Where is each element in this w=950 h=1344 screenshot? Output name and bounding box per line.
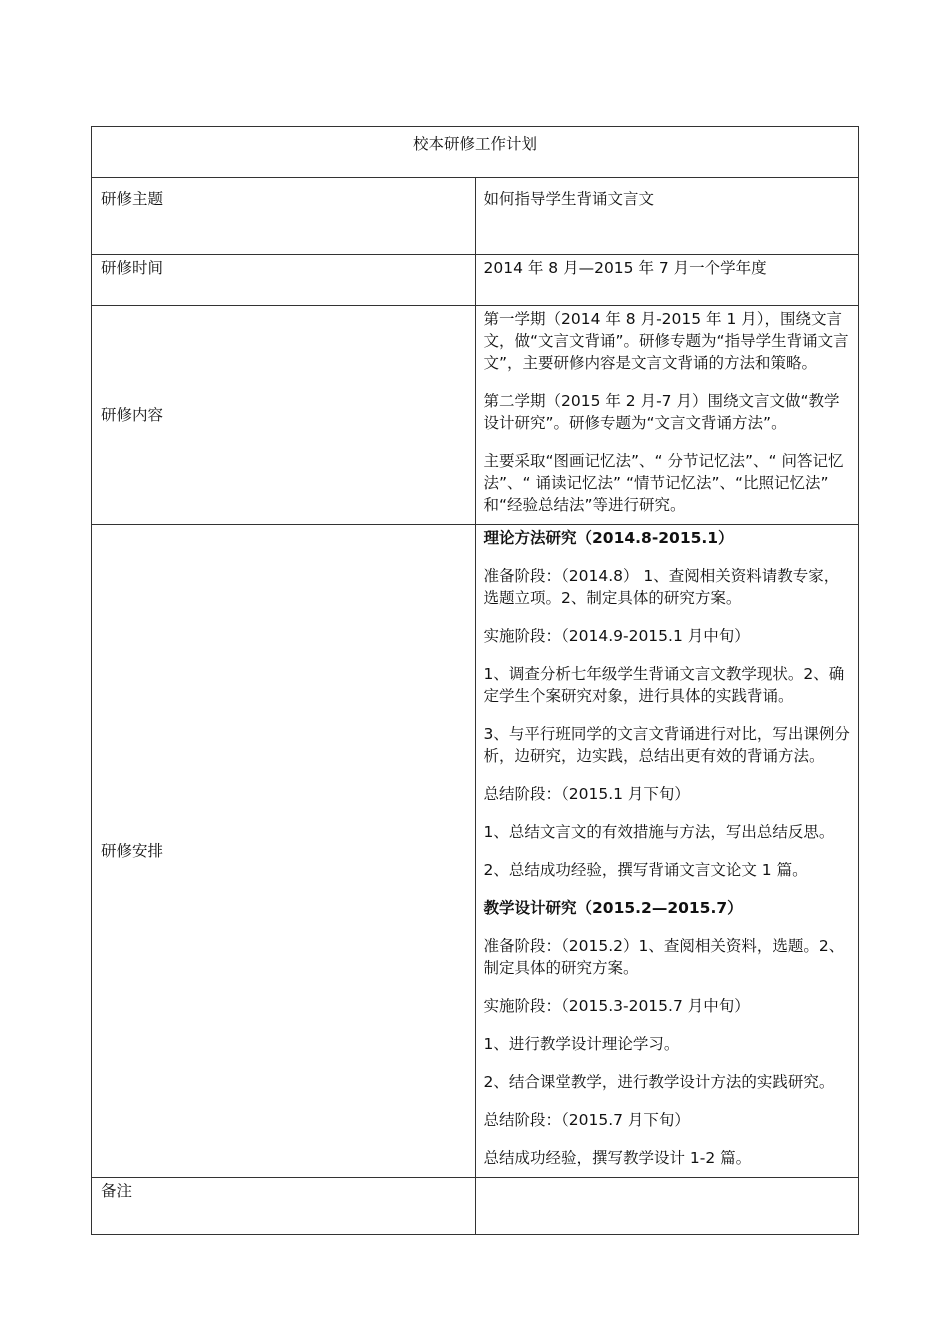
arrangement-line: 3、与平行班同学的文言文背诵进行对比，写出课例分析，边研究，边实践，总结出更有效的背诵方法。: [483, 725, 850, 765]
research-plan-table: [91, 126, 859, 1235]
remark-label: 备注: [92, 1178, 476, 1235]
time-value: 2014 年 8 月—2015 年 7 月一个学年度: [475, 255, 859, 306]
topic-row: [92, 178, 859, 255]
content-paragraph: 第一学期（2014 年 8 月-2015 年 1 月），围绕文言文，做“文言文背诵”。研修专题为“指导学生背诵文言文”，主要研修内容是文言文背诵的方法和策略。: [483, 310, 849, 372]
remark-row: [92, 1178, 859, 1235]
arrangement-label: 研修安排: [92, 525, 476, 1178]
arrangement-line: 准备阶段：（2015.2）1、查阅相关资料，选题。2、制定具体的研究方案。: [483, 937, 845, 977]
remark-value: [475, 1178, 859, 1235]
arrangement-line: 2、总结成功经验，撰写背诵文言文论文 1 篇。: [483, 861, 808, 879]
content-label: 研修内容: [92, 306, 476, 525]
arrangement-cell: [475, 525, 859, 1178]
content-cell: [475, 306, 859, 525]
arrangement-row: [92, 525, 859, 1178]
arrangement-line: 实施阶段：（2015.3-2015.7 月中旬）: [483, 997, 750, 1015]
time-label: 研修时间: [92, 255, 476, 306]
arrangement-line: 2、结合课堂教学，进行教学设计方法的实践研究。: [483, 1073, 835, 1091]
arrangement-line: 实施阶段：（2014.9-2015.1 月中旬）: [483, 627, 750, 645]
arrangement-line: 1、调查分析七年级学生背诵文言文教学现状。2、确定学生个案研究对象，进行具体的实践背诵。: [483, 665, 845, 705]
document-title: 校本研修工作计划: [412, 135, 537, 153]
arrangement-line: 准备阶段：（2014.8） 1、查阅相关资料请教专家，选题立项。2、制定具体的研究方案。: [483, 567, 840, 607]
title-row: [92, 127, 859, 178]
arrangement-line: 1、总结文言文的有效措施与方法，写出总结反思。: [483, 823, 835, 841]
arrangement-line: 总结阶段：（2015.7 月下旬）: [483, 1111, 690, 1129]
content-paragraph: 主要采取“图画记忆法”、“ 分节记忆法”、“ 问答记忆法”、“ 诵读记忆法” “情节记忆法”、“比照记忆法” 和“经验总结法”等进行研究。: [483, 452, 844, 514]
section1-heading: 理论方法研究（2014.8-2015.1）: [483, 529, 734, 547]
topic-value: 如何指导学生背诵文言文: [475, 178, 859, 255]
content-row: [92, 306, 859, 525]
content-paragraph: 第二学期（2015 年 2 月-7 月）围绕文言文做“教学设计研究”。研修专题为“文言文背诵方法”。: [483, 392, 840, 432]
arrangement-line: 总结成功经验，撰写教学设计 1-2 篇。: [483, 1149, 752, 1167]
arrangement-line: 1、进行教学设计理论学习。: [483, 1035, 680, 1053]
topic-label: 研修主题: [92, 178, 476, 255]
time-row: [92, 255, 859, 306]
arrangement-line: 总结阶段：（2015.1 月下旬）: [483, 785, 690, 803]
section2-heading: 教学设计研究（2015.2—2015.7）: [483, 899, 743, 917]
title-cell: [92, 127, 859, 178]
